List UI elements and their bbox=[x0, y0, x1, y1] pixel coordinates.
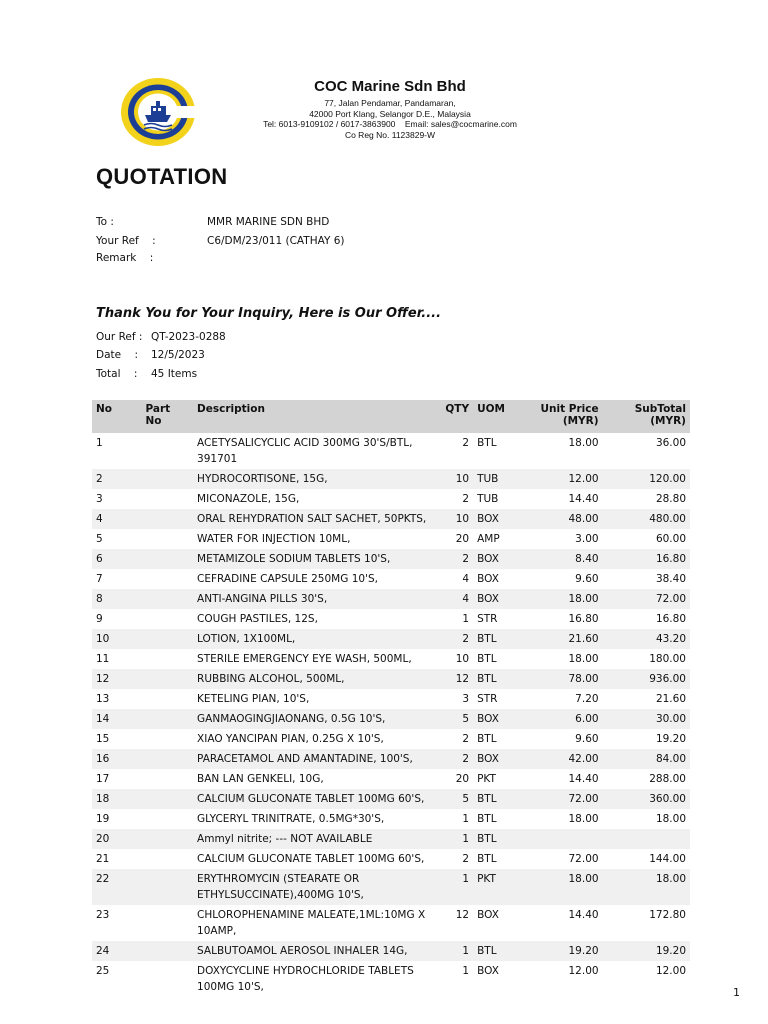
cell-subtotal: 18.00 bbox=[655, 813, 686, 825]
header-qty: QTY bbox=[445, 403, 470, 415]
cell-qty: 10 bbox=[455, 473, 470, 485]
table-row bbox=[92, 709, 690, 729]
cell-uom: BTL bbox=[477, 437, 497, 449]
cell-subtotal bbox=[603, 829, 690, 849]
cell-uom: BTL bbox=[477, 853, 497, 865]
cell-uom: PKT bbox=[477, 773, 496, 785]
cell-subtotal: 30.00 bbox=[655, 713, 686, 725]
cell-description: COUGH PASTILES, 12S, bbox=[197, 613, 318, 625]
company-reg-no: Co Reg No. 1123829-W bbox=[344, 129, 436, 140]
your-ref-label: Your Ref : bbox=[96, 235, 156, 247]
cell-subtotal: 43.20 bbox=[655, 633, 686, 645]
cell-uom: BTL bbox=[477, 653, 497, 665]
date-value: 12/5/2023 bbox=[151, 349, 205, 361]
cell-no: 5 bbox=[96, 533, 103, 545]
cell-subtotal: 120.00 bbox=[649, 473, 686, 485]
table-row bbox=[92, 941, 690, 961]
cell-uom: PKT bbox=[477, 873, 496, 885]
cell-no: 19 bbox=[96, 813, 110, 825]
cell-part-no bbox=[141, 569, 193, 589]
cell-unit-price: 21.60 bbox=[568, 633, 599, 645]
cell-description: Ammyl nitrite; --- NOT AVAILABLE bbox=[197, 833, 373, 845]
cell-part-no bbox=[141, 789, 193, 809]
your-ref-value: C6/DM/23/011 (CATHAY 6) bbox=[207, 235, 345, 247]
table-row bbox=[92, 649, 690, 669]
cell-subtotal: 172.80 bbox=[649, 909, 686, 921]
table-row bbox=[92, 469, 690, 489]
cell-uom: BOX bbox=[477, 753, 499, 765]
cell-qty: 2 bbox=[462, 437, 470, 449]
cell-uom: BOX bbox=[477, 513, 499, 525]
header-part-no: Part No bbox=[145, 403, 171, 427]
cell-subtotal: 21.60 bbox=[655, 693, 686, 705]
cell-part-no bbox=[141, 489, 193, 509]
table-row bbox=[92, 589, 690, 609]
cell-uom: BOX bbox=[477, 909, 499, 921]
cell-description: ORAL REHYDRATION SALT SACHET, 50PKTS, bbox=[197, 513, 427, 525]
cell-part-no bbox=[141, 709, 193, 729]
table-row bbox=[92, 489, 690, 509]
cell-part-no bbox=[141, 961, 193, 997]
cell-part-no bbox=[141, 629, 193, 649]
cell-description: PARACETAMOL AND AMANTADINE, 100'S, bbox=[197, 753, 413, 765]
cell-part-no bbox=[141, 869, 193, 905]
cell-no: 9 bbox=[96, 613, 103, 625]
cell-no: 11 bbox=[96, 653, 110, 665]
header-subtotal-label: SubTotal bbox=[634, 403, 686, 415]
cell-unit-price: 9.60 bbox=[575, 573, 599, 585]
cell-description: BAN LAN GENKELI, 10G, bbox=[197, 773, 324, 785]
cell-unit-price: 6.00 bbox=[575, 713, 599, 725]
cell-unit-price: 18.00 bbox=[568, 653, 599, 665]
cell-description: ANTI-ANGINA PILLS 30'S, bbox=[197, 593, 328, 605]
company-name: COC Marine Sdn Bhd bbox=[314, 78, 466, 95]
cell-uom: TUB bbox=[477, 493, 499, 505]
cell-qty: 2 bbox=[462, 633, 470, 645]
cell-qty: 2 bbox=[462, 753, 470, 765]
cell-qty: 1 bbox=[462, 833, 470, 845]
offer-heading: Thank You for Your Inquiry, Here is Our Offer.... bbox=[96, 306, 442, 321]
cell-part-no bbox=[141, 689, 193, 709]
cell-unit-price: 78.00 bbox=[568, 673, 599, 685]
total-label: Total : bbox=[96, 368, 138, 380]
cell-part-no bbox=[141, 549, 193, 569]
cell-description: MICONAZOLE, 15G, bbox=[197, 493, 300, 505]
cell-subtotal: 16.80 bbox=[655, 553, 686, 565]
cell-subtotal: 19.20 bbox=[655, 733, 686, 745]
cell-unit-price: 12.00 bbox=[568, 965, 599, 977]
cell-no: 14 bbox=[96, 713, 110, 725]
company-contact: Tel: 6013-9109102 / 6017-3863900 Email: sales@cocmarine.com bbox=[263, 119, 517, 129]
cell-uom: TUB bbox=[477, 473, 499, 485]
cell-no: 22 bbox=[96, 873, 110, 885]
cell-description: CALCIUM GLUCONATE TABLET 100MG 60'S, bbox=[197, 853, 425, 865]
cell-description: WATER FOR INJECTION 10ML, bbox=[197, 533, 351, 545]
cell-qty: 20 bbox=[455, 533, 470, 545]
cell-unit-price: 18.00 bbox=[568, 437, 599, 449]
cell-uom: BTL bbox=[477, 813, 497, 825]
cell-subtotal: 60.00 bbox=[655, 533, 686, 545]
cell-subtotal: 19.20 bbox=[655, 945, 686, 957]
cell-description: GLYCERYL TRINITRATE, 0.5MG*30'S, bbox=[197, 813, 385, 825]
items-table bbox=[92, 400, 690, 997]
cell-unit-price: 8.40 bbox=[575, 553, 599, 565]
table-row bbox=[92, 509, 690, 529]
table-row bbox=[92, 849, 690, 869]
cell-no: 2 bbox=[96, 473, 103, 485]
table-row bbox=[92, 629, 690, 649]
our-ref-value: QT-2023-0288 bbox=[151, 331, 226, 343]
cell-part-no bbox=[141, 829, 193, 849]
cell-unit-price: 14.40 bbox=[568, 493, 599, 505]
cell-uom: BOX bbox=[477, 713, 499, 725]
cell-qty: 1 bbox=[462, 613, 470, 625]
cell-uom: AMP bbox=[477, 533, 500, 545]
cell-qty: 10 bbox=[455, 653, 470, 665]
cell-no: 4 bbox=[96, 513, 103, 525]
cell-no: 21 bbox=[96, 853, 110, 865]
table-row bbox=[92, 669, 690, 689]
table-row bbox=[92, 549, 690, 569]
cell-qty: 2 bbox=[462, 733, 470, 745]
cell-subtotal: 16.80 bbox=[655, 613, 686, 625]
header-subtotal-currency: (MYR) bbox=[650, 415, 686, 427]
cell-part-no bbox=[141, 529, 193, 549]
cell-subtotal: 84.00 bbox=[655, 753, 686, 765]
document-title: QUOTATION bbox=[96, 164, 228, 189]
cell-no: 15 bbox=[96, 733, 110, 745]
cell-no: 3 bbox=[96, 493, 103, 505]
header-unit-price-currency: (MYR) bbox=[562, 415, 599, 427]
cell-description: DOXYCYCLINE HYDROCHLORIDE TABLETS 100MG 10'S, bbox=[197, 965, 414, 993]
cell-qty: 5 bbox=[462, 793, 470, 805]
cell-qty: 12 bbox=[455, 909, 470, 921]
table-row bbox=[92, 905, 690, 941]
cell-subtotal: 72.00 bbox=[655, 593, 686, 605]
cell-no: 25 bbox=[96, 965, 110, 977]
cell-unit-price: 18.00 bbox=[568, 593, 599, 605]
cell-unit-price: 3.00 bbox=[575, 533, 599, 545]
cell-uom: BTL bbox=[477, 633, 497, 645]
cell-uom: BTL bbox=[477, 793, 497, 805]
cell-description: CEFRADINE CAPSULE 250MG 10'S, bbox=[197, 573, 378, 585]
table-row bbox=[92, 961, 690, 997]
cell-unit-price: 16.80 bbox=[568, 613, 599, 625]
table-row bbox=[92, 569, 690, 589]
cell-subtotal: 144.00 bbox=[649, 853, 686, 865]
cell-uom: STR bbox=[477, 613, 498, 625]
company-address-line1: 77, Jalan Pendamar, Pandamaran, bbox=[324, 98, 456, 108]
cell-uom: BOX bbox=[477, 593, 499, 605]
header-unit-price bbox=[519, 400, 602, 433]
cell-unit-price: 9.60 bbox=[575, 733, 599, 745]
cell-qty: 12 bbox=[455, 673, 470, 685]
our-ref-label: Our Ref : bbox=[96, 331, 143, 343]
cell-no: 17 bbox=[96, 773, 110, 785]
cell-no: 16 bbox=[96, 753, 110, 765]
table-row bbox=[92, 433, 690, 469]
cell-part-no bbox=[141, 809, 193, 829]
cell-uom: BTL bbox=[477, 945, 497, 957]
cell-uom: BTL bbox=[477, 733, 497, 745]
cell-subtotal: 480.00 bbox=[649, 513, 686, 525]
cell-unit-price: 7.20 bbox=[575, 693, 599, 705]
header-unit-price-label: Unit Price bbox=[540, 403, 599, 415]
cell-description: ACETYSALICYCLIC ACID 300MG 30'S/BTL, 391701 bbox=[197, 437, 413, 465]
cell-uom: BOX bbox=[477, 573, 499, 585]
cell-no: 1 bbox=[96, 437, 103, 449]
cell-part-no bbox=[141, 433, 193, 469]
header-description: Description bbox=[197, 403, 265, 415]
cell-unit-price: 72.00 bbox=[568, 793, 599, 805]
cell-qty: 1 bbox=[462, 813, 470, 825]
header-no: No bbox=[96, 403, 113, 415]
cell-no: 20 bbox=[96, 833, 110, 845]
cell-qty: 2 bbox=[462, 553, 470, 565]
cell-unit-price: 14.40 bbox=[568, 773, 599, 785]
cell-subtotal: 12.00 bbox=[655, 965, 686, 977]
cell-description: CALCIUM GLUCONATE TABLET 100MG 60'S, bbox=[197, 793, 425, 805]
cell-no: 18 bbox=[96, 793, 110, 805]
cell-description: STERILE EMERGENCY EYE WASH, 500ML, bbox=[197, 653, 412, 665]
cell-no: 6 bbox=[96, 553, 103, 565]
cell-part-no bbox=[141, 905, 193, 941]
table-header-row bbox=[92, 400, 690, 433]
page-number: 1 bbox=[733, 986, 740, 999]
cell-qty: 4 bbox=[462, 593, 470, 605]
cell-uom: STR bbox=[477, 693, 498, 705]
cell-description: CHLOROPHENAMINE MALEATE,1ML:10MG X 10AMP, bbox=[197, 909, 426, 937]
table-row bbox=[92, 789, 690, 809]
cell-part-no bbox=[141, 669, 193, 689]
cell-subtotal: 288.00 bbox=[649, 773, 686, 785]
cell-description: GANMAOGINGJIAONANG, 0.5G 10'S, bbox=[197, 713, 386, 725]
company-logo-icon bbox=[118, 76, 198, 148]
cell-qty: 4 bbox=[462, 573, 470, 585]
company-address-line2: 42000 Port Klang, Selangor D.E., Malaysia bbox=[309, 108, 471, 119]
cell-uom: BTL bbox=[477, 673, 497, 685]
table-row bbox=[92, 869, 690, 905]
cell-part-no bbox=[141, 729, 193, 749]
cell-no: 13 bbox=[96, 693, 110, 705]
date-label: Date : bbox=[96, 349, 138, 361]
cell-part-no bbox=[141, 941, 193, 961]
cell-description: LOTION, 1X100ML, bbox=[197, 633, 296, 645]
cell-part-no bbox=[141, 849, 193, 869]
cell-qty: 3 bbox=[462, 693, 470, 705]
table-row bbox=[92, 829, 690, 849]
quote-summary bbox=[96, 331, 396, 387]
table-row bbox=[92, 769, 690, 789]
cell-qty: 1 bbox=[462, 945, 470, 957]
cell-subtotal: 180.00 bbox=[649, 653, 686, 665]
cell-unit-price: 18.00 bbox=[568, 813, 599, 825]
cell-no: 23 bbox=[96, 909, 110, 921]
cell-part-no bbox=[141, 609, 193, 629]
cell-subtotal: 28.80 bbox=[655, 493, 686, 505]
table-row bbox=[92, 749, 690, 769]
cell-subtotal: 936.00 bbox=[649, 673, 686, 685]
cell-unit-price: 19.20 bbox=[568, 945, 599, 957]
table-row bbox=[92, 729, 690, 749]
cell-unit-price bbox=[519, 829, 602, 849]
cell-subtotal: 360.00 bbox=[649, 793, 686, 805]
cell-description: KETELING PIAN, 10'S, bbox=[197, 693, 310, 705]
cell-no: 8 bbox=[96, 593, 103, 605]
cell-part-no bbox=[141, 649, 193, 669]
cell-unit-price: 72.00 bbox=[568, 853, 599, 865]
cell-uom: BTL bbox=[477, 833, 497, 845]
cell-qty: 2 bbox=[462, 493, 470, 505]
to-label: To : bbox=[96, 216, 114, 228]
cell-uom: BOX bbox=[477, 965, 499, 977]
cell-part-no bbox=[141, 509, 193, 529]
cell-qty: 1 bbox=[462, 965, 470, 977]
to-value: MMR MARINE SDN BHD bbox=[207, 216, 330, 228]
cell-part-no bbox=[141, 769, 193, 789]
total-value: 45 Items bbox=[151, 368, 198, 380]
cell-description: SALBUTOAMOL AEROSOL INHALER 14G, bbox=[197, 945, 408, 957]
cell-subtotal: 18.00 bbox=[655, 873, 686, 885]
cell-qty: 10 bbox=[455, 513, 470, 525]
table-row bbox=[92, 529, 690, 549]
cell-uom: BOX bbox=[477, 553, 499, 565]
cell-qty: 5 bbox=[462, 713, 470, 725]
table-row bbox=[92, 809, 690, 829]
cell-no: 10 bbox=[96, 633, 110, 645]
cell-unit-price: 14.40 bbox=[568, 909, 599, 921]
cell-description: ERYTHROMYCIN (STEARATE OR ETHYLSUCCINATE),400MG 10'S, bbox=[197, 873, 364, 901]
cell-part-no bbox=[141, 469, 193, 489]
cell-description: RUBBING ALCOHOL, 500ML, bbox=[197, 673, 345, 685]
cell-unit-price: 18.00 bbox=[568, 873, 599, 885]
cell-no: 12 bbox=[96, 673, 110, 685]
cell-subtotal: 36.00 bbox=[655, 437, 686, 449]
table-row bbox=[92, 609, 690, 629]
header-uom: UOM bbox=[477, 403, 505, 415]
header-subtotal bbox=[603, 400, 690, 433]
cell-no: 24 bbox=[96, 945, 110, 957]
cell-qty: 1 bbox=[462, 873, 470, 885]
cell-qty: 20 bbox=[455, 773, 470, 785]
cell-unit-price: 42.00 bbox=[568, 753, 599, 765]
cell-part-no bbox=[141, 589, 193, 609]
cell-qty: 2 bbox=[462, 853, 470, 865]
cell-description: METAMIZOLE SODIUM TABLETS 10'S, bbox=[197, 553, 391, 565]
recipient-block bbox=[96, 216, 596, 276]
cell-description: HYDROCORTISONE, 15G, bbox=[197, 473, 328, 485]
cell-unit-price: 12.00 bbox=[568, 473, 599, 485]
cell-part-no bbox=[141, 749, 193, 769]
table-row bbox=[92, 689, 690, 709]
cell-no: 7 bbox=[96, 573, 103, 585]
remark-label: Remark : bbox=[96, 252, 154, 264]
cell-unit-price: 48.00 bbox=[568, 513, 599, 525]
cell-subtotal: 38.40 bbox=[655, 573, 686, 585]
company-header bbox=[240, 78, 540, 140]
cell-description: XIAO YANCIPAN PIAN, 0.25G X 10'S, bbox=[197, 733, 384, 745]
